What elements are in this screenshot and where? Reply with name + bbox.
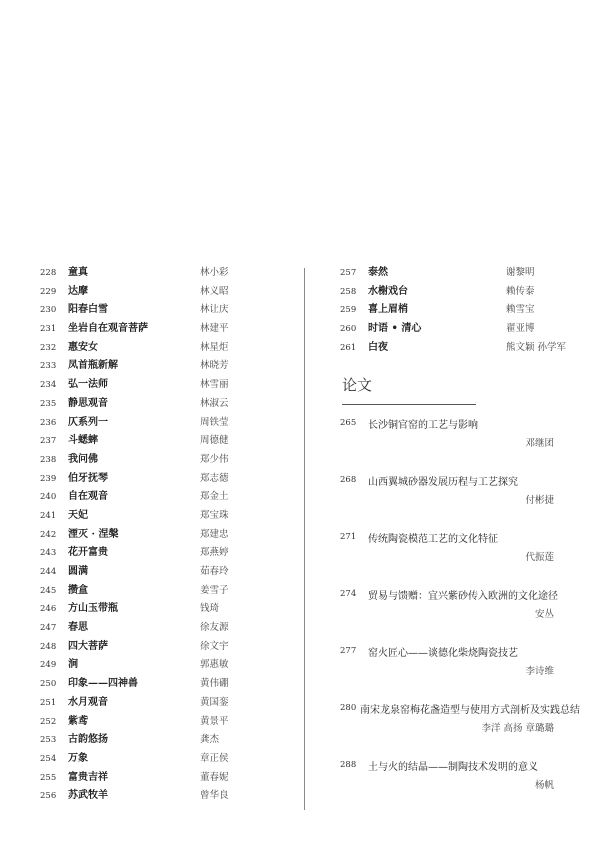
entry-number: 231 [40, 324, 57, 335]
entry-number: 237 [40, 436, 57, 447]
entry-title: 天妃 [68, 509, 88, 521]
entry-title: 凤首瓶新解 [68, 360, 118, 372]
entry-title: 攒盒 [68, 584, 88, 596]
paper-author: 李诗维 [525, 666, 554, 677]
entry-number: 232 [40, 342, 57, 353]
paper-number: 288 [340, 760, 357, 770]
catalog-entry[interactable] [40, 619, 266, 638]
catalog-entry[interactable] [40, 713, 266, 732]
entry-number: 254 [40, 753, 57, 764]
entry-author: 林小彩 [200, 267, 229, 278]
entry-number: 240 [40, 492, 57, 503]
paper-title: 山西翼城砂器发展历程与工艺探究 [368, 476, 518, 488]
entry-number: 230 [40, 305, 57, 316]
catalog-entry[interactable] [40, 544, 266, 563]
entry-author: 黄国銮 [200, 696, 229, 708]
paper-author: 安丛 [534, 609, 554, 620]
entry-title: 春思 [68, 622, 88, 634]
paper-author: 李洋 高扬 章璐璐 [481, 723, 554, 734]
catalog-entry[interactable] [40, 470, 266, 489]
entry-title: 白夜 [368, 341, 388, 353]
entry-author: 姜雪子 [200, 584, 229, 596]
entry-title: 四大菩萨 [68, 640, 108, 652]
catalog-entry[interactable] [40, 600, 266, 619]
entry-author: 郑建忠 [200, 528, 229, 540]
entry-author: 徐友源 [200, 622, 229, 634]
catalog-right-column [340, 264, 576, 357]
paper-author: 代振莲 [525, 552, 554, 563]
paper-entry[interactable] [340, 697, 580, 754]
paper-title: 贸易与馈赠：宜兴紫砂传入欧洲的文化途径 [368, 590, 558, 602]
catalog-entry[interactable] [340, 301, 576, 320]
paper-number: 271 [340, 532, 357, 542]
entry-author: 林让庆 [200, 304, 229, 316]
catalog-entry[interactable] [40, 769, 266, 788]
catalog-entry[interactable] [40, 264, 266, 283]
catalog-left-column [40, 264, 266, 806]
entry-author: 黄景平 [200, 715, 229, 727]
entry-author: 茹春玲 [200, 566, 229, 577]
entry-author: 林淑云 [200, 397, 229, 409]
entry-author: 林雪丽 [200, 379, 229, 391]
paper-title: 南宋龙泉窑梅花盏造型与使用方式剖析及实践总结 [360, 704, 580, 716]
entry-number: 234 [40, 380, 57, 391]
entry-title: 仄系列一 [68, 416, 108, 428]
entry-number: 238 [40, 454, 57, 465]
entry-number: 261 [340, 342, 357, 353]
catalog-entry[interactable] [40, 432, 266, 451]
entry-number: 241 [40, 510, 57, 521]
catalog-entry[interactable] [340, 264, 576, 283]
entry-author: 郭惠敏 [200, 659, 229, 671]
entry-title: 紫鸢 [68, 715, 88, 727]
entry-number: 249 [40, 660, 57, 671]
entry-title: 万象 [68, 752, 88, 764]
entry-number: 246 [40, 604, 57, 615]
section-heading: 论文 [342, 376, 373, 394]
entry-title: 阳春白雪 [68, 304, 108, 316]
section-rule [342, 404, 476, 405]
entry-title: 苏武牧羊 [68, 790, 108, 802]
catalog-entry[interactable] [340, 320, 576, 339]
entry-author: 郑燕婷 [200, 547, 229, 559]
entry-title: 伯牙抚琴 [68, 472, 108, 484]
entry-author: 龚杰 [200, 734, 220, 746]
entry-number: 251 [40, 697, 57, 708]
entry-number: 236 [40, 417, 57, 428]
entry-author: 林晓芳 [200, 360, 229, 372]
catalog-entry[interactable] [40, 731, 266, 750]
catalog-entry[interactable] [40, 638, 266, 657]
catalog-entry[interactable] [40, 488, 266, 507]
paper-author: 杨帆 [534, 780, 554, 791]
entry-number: 242 [40, 529, 57, 540]
paper-author: 邓继团 [525, 438, 554, 449]
entry-author: 周德健 [200, 435, 229, 447]
catalog-entry[interactable] [40, 376, 266, 395]
paper-number: 280 [340, 703, 357, 713]
entry-number: 257 [340, 268, 357, 278]
entry-title: 水榭戏台 [368, 285, 408, 297]
paper-number: 268 [340, 475, 357, 485]
paper-entry[interactable] [340, 412, 580, 469]
catalog-entry[interactable] [40, 320, 266, 339]
entry-author: 董春妮 [200, 771, 229, 783]
entry-number: 244 [40, 567, 57, 577]
entry-author: 林星炬 [200, 341, 229, 353]
entry-title: 水月观音 [68, 696, 108, 708]
entry-title: 斗蟋蟀 [68, 435, 98, 447]
entry-author: 林义昭 [200, 285, 229, 297]
entry-number: 228 [40, 268, 57, 278]
paper-entry[interactable] [340, 469, 580, 526]
entry-title: 印象——四神兽 [68, 678, 138, 690]
entry-title: 古韵悠扬 [68, 734, 108, 746]
entry-title: 我问佛 [68, 453, 98, 465]
entry-author: 周铁莹 [200, 416, 229, 428]
entry-title: 涧 [68, 659, 78, 671]
column-divider [304, 268, 305, 810]
entry-title: 湮灭 · 涅槃 [68, 528, 119, 540]
paper-entry[interactable] [340, 526, 580, 583]
paper-entry[interactable] [340, 754, 580, 811]
paper-title: 窑火匠心——谈德化柴烧陶瓷技艺 [368, 647, 518, 659]
entry-author: 郑金土 [200, 491, 229, 503]
entry-author: 徐文宇 [200, 640, 229, 652]
catalog-entry[interactable] [40, 750, 266, 769]
entry-title: 童真 [68, 267, 88, 278]
catalog-entry[interactable] [40, 507, 266, 526]
entry-author: 谢黎明 [506, 267, 535, 278]
papers-list [340, 412, 580, 811]
entry-number: 243 [40, 548, 57, 559]
entry-number: 239 [40, 473, 57, 484]
paper-title: 传统陶瓷模范工艺的文化特征 [368, 533, 498, 545]
paper-number: 265 [340, 418, 357, 428]
paper-number: 274 [340, 589, 357, 599]
paper-entry[interactable] [340, 640, 580, 697]
catalog-entry[interactable] [40, 357, 266, 376]
entry-number: 233 [40, 361, 57, 372]
entry-author: 郑少伟 [200, 453, 229, 465]
catalog-entry[interactable] [40, 656, 266, 675]
entry-author: 郑志德 [200, 472, 229, 484]
entry-author: 林建平 [200, 323, 229, 335]
entry-title: 惠安女 [68, 341, 98, 353]
catalog-entry[interactable] [40, 787, 266, 806]
entry-number: 248 [40, 641, 57, 652]
entry-title: 达摩 [68, 285, 88, 297]
catalog-entry[interactable] [40, 301, 266, 320]
entry-title: 泰然 [368, 267, 388, 278]
entry-author: 赖雪宝 [506, 304, 535, 316]
entry-title: 弘一法师 [68, 379, 108, 391]
catalog-entry[interactable] [40, 339, 266, 358]
entry-number: 250 [40, 679, 57, 690]
entry-title: 坐岩自在观音菩萨 [68, 323, 148, 335]
entry-author: 钱琦 [200, 603, 220, 615]
paper-author: 付彬捷 [525, 495, 554, 506]
paper-title: 土与火的结晶——制陶技术发明的意义 [368, 761, 538, 773]
catalog-entry[interactable] [340, 283, 576, 302]
entry-author: 曾华良 [200, 790, 229, 802]
entry-number: 258 [340, 286, 357, 297]
entry-author: 黄伟硼 [200, 678, 229, 690]
entry-title: 富贵吉祥 [68, 771, 108, 783]
entry-number: 253 [40, 735, 57, 746]
entry-title: 喜上眉梢 [368, 304, 408, 316]
paper-entry[interactable] [340, 583, 580, 640]
paper-number: 277 [340, 646, 357, 656]
entry-number: 260 [340, 324, 357, 335]
entry-author: 赖传泰 [506, 285, 535, 297]
entry-title: 花开富贵 [68, 547, 108, 559]
entry-number: 229 [40, 286, 57, 297]
entry-number: 247 [40, 623, 57, 634]
catalog-entry[interactable] [40, 563, 266, 582]
catalog-entry[interactable] [40, 414, 266, 433]
entry-number: 259 [340, 305, 357, 316]
catalog-entry[interactable] [40, 395, 266, 414]
entry-number: 245 [40, 585, 57, 596]
entry-author: 章正侯 [200, 752, 229, 764]
entry-title: 时语 • 清心 [368, 323, 422, 335]
catalog-entry[interactable] [40, 526, 266, 545]
entry-title: 方山玉带瓶 [68, 603, 118, 615]
catalog-entry[interactable] [40, 694, 266, 713]
entry-number: 256 [40, 791, 57, 802]
paper-title: 长沙铜官窑的工艺与影响 [368, 419, 478, 431]
entry-number: 235 [40, 398, 57, 409]
catalog-entry[interactable] [40, 283, 266, 302]
catalog-entry[interactable] [40, 675, 266, 694]
catalog-entry[interactable] [40, 582, 266, 601]
entry-title: 圆满 [68, 566, 88, 577]
catalog-entry[interactable] [40, 451, 266, 470]
entry-number: 255 [40, 772, 57, 783]
entry-author: 翟亚博 [506, 323, 535, 335]
catalog-entry[interactable] [340, 339, 576, 358]
entry-author: 郑宝珠 [200, 509, 229, 521]
entry-title: 自在观音 [68, 491, 108, 503]
entry-number: 252 [40, 716, 57, 727]
entry-author: 熊文颖 孙学军 [506, 341, 567, 353]
entry-title: 静思观音 [68, 397, 108, 409]
